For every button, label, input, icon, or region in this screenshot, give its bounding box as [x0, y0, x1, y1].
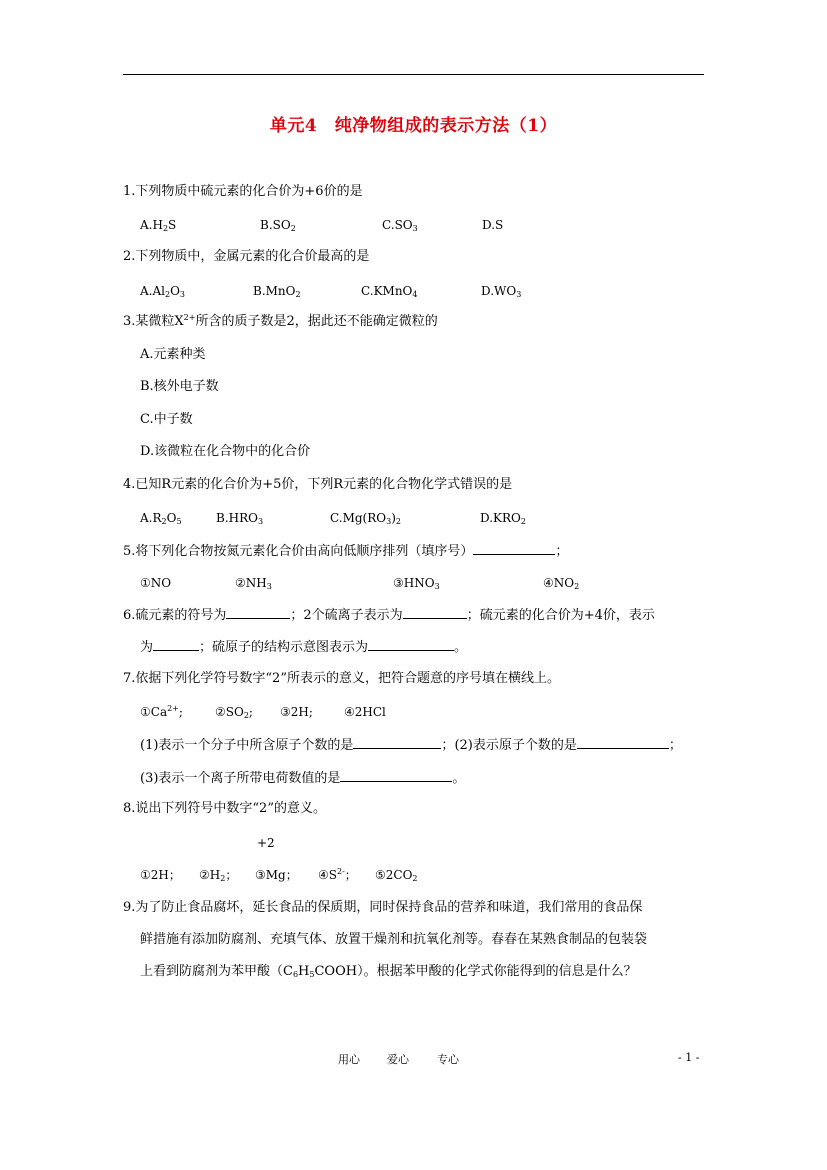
q8-option-5: $⑤2CO_2$ [375, 868, 418, 883]
q4-option-d: $D.KRO_2$ [480, 511, 526, 526]
q8-stem: 8.说出下列符号中数字“2”的意义。 [123, 801, 326, 816]
q7-option-2: $②SO_2$; [215, 705, 253, 720]
q7-option-3: ③2H; [280, 705, 313, 719]
q4-stem: 4.已知R元素的化合价为+5价，下列R元素的化合物化学式错误的是 [123, 477, 513, 492]
q1-options [140, 216, 740, 234]
q7-stem: 7.依据下列化学符号数字“2”所表示的意义，把符合题意的序号填在横线上。 [123, 671, 560, 686]
q6-blank-symbol[interactable] [226, 605, 290, 619]
q7-blank-3[interactable] [340, 768, 452, 782]
q7-options [140, 703, 740, 721]
q5-option-1: ①NO [140, 576, 172, 590]
page-title: 单元4 纯净物组成的表示方法（1） [269, 116, 558, 136]
q1-stem: 1.下列物质中硫元素的化合价为+6价的是 [123, 184, 363, 199]
q7-option-4: ④2HCl [344, 705, 386, 719]
footer-motto-3: 专心 [437, 1053, 459, 1066]
q3-option-c: C.中子数 [140, 412, 193, 427]
q5-option-4: $④NO_2$ [543, 576, 580, 591]
footer-motto-2: 爱心 [387, 1053, 409, 1066]
q7-blank-2[interactable] [577, 735, 669, 749]
q5-option-3: $③HNO_3$ [393, 576, 440, 591]
q2-options [140, 282, 740, 300]
q7-part1: (1)表示一个分子中所含原子个数的是 ；(2)表示原子个数的是 ； [140, 735, 682, 755]
q1-option-b: $B.SO_2$ [260, 218, 296, 233]
q6-blank-valence[interactable] [153, 637, 199, 651]
q3-stem: 3.某微粒$X^{2+}$所含的质子数是2，据此还不能确定微粒的 [123, 313, 438, 329]
q6-blank-diagram[interactable] [368, 637, 454, 651]
q2-option-c: C.KMnO$_4$ [361, 284, 418, 299]
q5-options [140, 574, 740, 592]
q3-option-b: B.核外电子数 [140, 379, 219, 394]
q2-option-a: $A.Al_2O_3$ [140, 284, 186, 299]
q4-option-a: $A.R_2O_5$ [140, 511, 182, 526]
q6-line1: 6.硫元素的符号为 ；2个硫离子表示为 ；硫元素的化合价为+4价，表示 [123, 605, 655, 625]
q5-answer-blank[interactable] [473, 541, 555, 555]
q6-line2: 为 ；硫原子的结构示意图表示为 。 [140, 637, 467, 657]
q9-line1: 9.为了防止食品腐坏，延长食品的保质期，同时保持食品的营养和味道，我们常用的食品保 [123, 900, 643, 915]
footer-motto-1: 用心 [338, 1053, 360, 1066]
q2-option-d: $D.WO_3$ [481, 284, 522, 299]
q2-stem: 2.下列物质中，金属元素的化合价最高的是 [123, 249, 370, 264]
q7-part3: (3)表示一个离子所带电荷数值的是 。 [140, 768, 465, 788]
q8-option-4: $④S^{2-}$； [318, 867, 357, 882]
q8-options [140, 866, 740, 884]
q5-stem: 5.将下列化合物按氮元素化合价由高向低顺序排列（填序号） ； [123, 541, 568, 561]
q1-option-a: $A.H_2S$ [140, 218, 177, 233]
q7-option-1: $①Ca^{2+}$; [140, 704, 183, 719]
q8-option-1: ①2H； [140, 868, 181, 882]
q7-blank-1[interactable] [353, 735, 441, 749]
q4-option-b: $B.HRO_3$ [216, 511, 264, 526]
q9-line2: 鲜措施有添加防腐剂、充填气体、放置干燥剂和抗氧化剂等。春春在某熟食制品的包装袋 [140, 932, 648, 947]
q2-option-b: B.MnO$_2$ [253, 284, 301, 299]
q4-options [140, 509, 740, 527]
q5-option-2: $②NH_3$ [235, 576, 272, 591]
q8-valence-mark: +2 [257, 836, 275, 850]
q4-option-c: $C.Mg(RO_3)_2$ [330, 511, 401, 526]
q3-option-a: A.元素种类 [140, 347, 206, 362]
q1-option-d: D.S [482, 218, 504, 232]
header-rule [123, 74, 704, 75]
q3-option-d: D.该微粒在化合物中的化合价 [140, 444, 311, 459]
q8-option-3: ③Mg； [255, 868, 298, 882]
q9-line3: 上看到防腐剂为苯甲酸$(C_6H_5COOH)$。根据苯甲酸的化学式你能得到的信息是什么？ [140, 964, 637, 979]
q8-option-2: $②H_2$； [199, 868, 238, 883]
q1-option-c: $C.SO_3$ [382, 218, 418, 233]
page-number: - 1 - [678, 1051, 700, 1064]
q6-blank-ions[interactable] [403, 605, 467, 619]
